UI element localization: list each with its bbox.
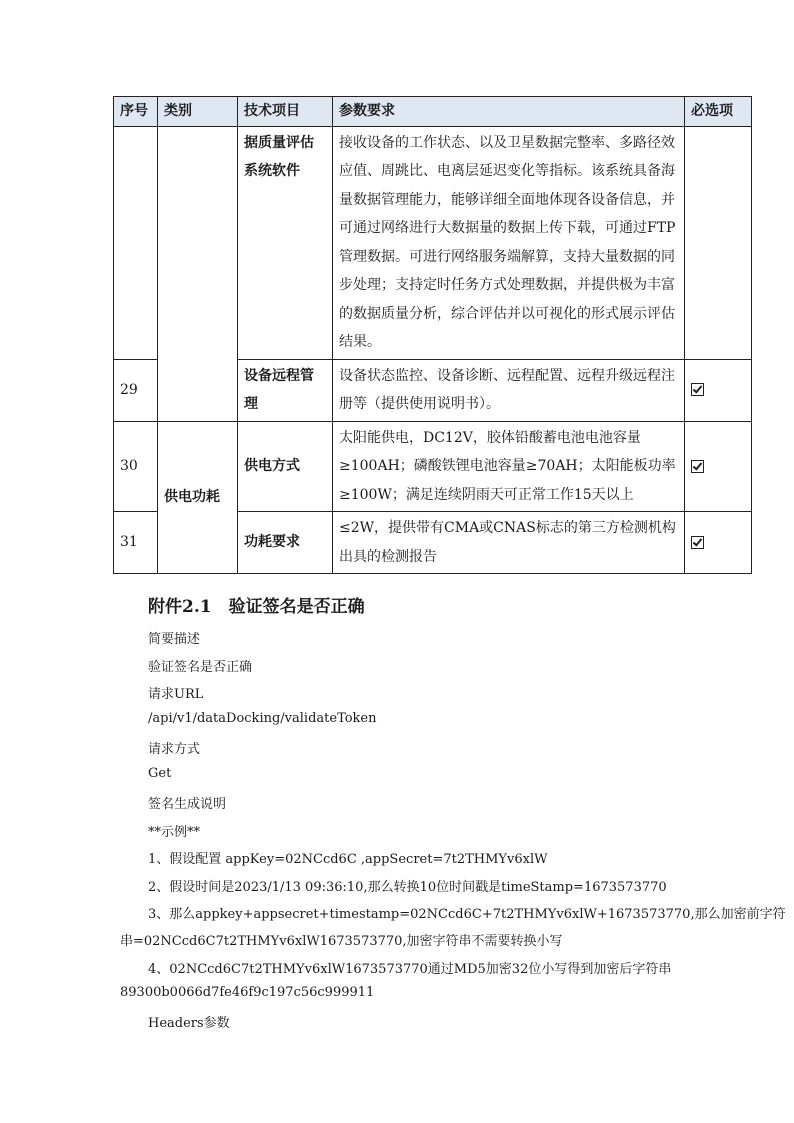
row-no: 31 (114, 512, 158, 574)
text-line: 2、假设时间是2023/1/13 09:36:10,那么转换10位时间戳是timeStamp=1673573770 (148, 880, 667, 895)
text-line: Get (148, 766, 172, 781)
row-category: 供电功耗 (158, 421, 238, 574)
row-item: 功耗要求 (238, 512, 333, 574)
row-item: 供电方式 (238, 421, 333, 512)
text-line: 请求URL (148, 687, 204, 702)
header-param: 参数要求 (333, 97, 685, 127)
text-line: 签名生成说明 (148, 797, 227, 812)
text-line: 3、那么appkey+appsecret+timestamp=02NCcd6C+7t2THMYv6xlW+1673573770,那么加密前字符 (148, 907, 786, 922)
header-item: 技术项目 (238, 97, 333, 127)
row-param: 太阳能供电，DC12V，胶体铅酸蓄电池电池容量≥100AH；磷酸铁锂电池容量≥70AH；太阳能板功率≥100W；满足连续阴雨天可正常工作15天以上 (333, 421, 685, 512)
checkbox-checked-icon (691, 536, 704, 549)
checkbox-checked-icon (691, 383, 704, 396)
table-row (114, 126, 752, 359)
table-row (114, 421, 752, 512)
header-required: 必选项 (685, 97, 752, 127)
text-line: 请求方式 (148, 742, 201, 757)
text-line: 串=02NCcd6C7t2THMYv6xlW1673573770,加密字符串不需要转换小写 (120, 934, 563, 949)
text-line: 简要描述 (148, 632, 201, 647)
row-category (158, 126, 238, 421)
text-line: 1、假设配置 appKey=02NCcd6C ,appSecret=7t2THMYv6xlW (148, 852, 548, 867)
row-param: ≤2W，提供带有CMA或CNAS标志的第三方检测机构出具的检测报告 (333, 512, 685, 574)
header-no: 序号 (114, 97, 158, 127)
text-line: 89300b0066d7fe46f9c197c56c999911 (120, 985, 375, 1000)
row-no: 29 (114, 359, 158, 421)
table-header-row (114, 97, 752, 127)
row-param: 接收设备的工作状态、以及卫星数据完整率、多路径效应值、周跳比、电离层延迟变化等指标。该系统具备海量数据管理能力，能够详细全面地体现各设备信息，并可通过网络进行大数据量的数据上传下载，可通过FTP管理数据。可进行网络服务端解算，支持大量数据的同步处理；支持定时任务方式处理数据，并提供极为丰富的数据质量分析，综合评估并以可视化的形式展示评估结果。 (333, 126, 685, 359)
text-line: 4、02NCcd6C7t2THMYv6xlW1673573770通过MD5加密32位小写得到加密后字符串 (148, 962, 672, 977)
text-line: **示例** (148, 825, 201, 840)
row-required (685, 359, 752, 421)
row-required (685, 126, 752, 359)
row-item: 设备远程管理 (238, 359, 333, 421)
text-line: Headers参数 (148, 1016, 230, 1031)
row-param: 设备状态监控、设备诊断、远程配置、远程升级远程注册等（提供使用说明书）。 (333, 359, 685, 421)
header-category: 类别 (158, 97, 238, 127)
section-title: 附件2.1 验证签名是否正确 (148, 597, 365, 617)
checkbox-checked-icon (691, 460, 704, 473)
row-no (114, 126, 158, 359)
row-no: 30 (114, 421, 158, 512)
text-line: 验证签名是否正确 (148, 660, 253, 675)
row-required (685, 512, 752, 574)
row-required (685, 421, 752, 512)
text-line: /api/v1/dataDocking/validateToken (148, 711, 377, 726)
row-item: 据质量评估系统软件 (238, 126, 333, 359)
spec-table (113, 96, 752, 574)
